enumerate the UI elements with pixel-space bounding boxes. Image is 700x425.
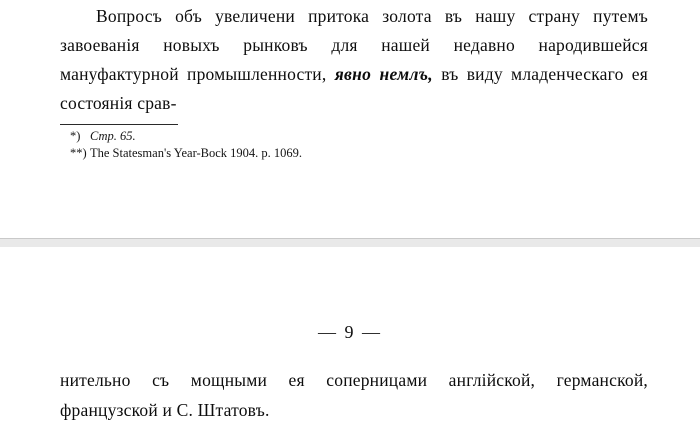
footnote-separator-rule xyxy=(60,124,178,125)
footnote-text: The Statesman's Year-Bock 1904. p. 1069. xyxy=(90,146,303,160)
footnote-marker: **) xyxy=(70,146,87,160)
footnote-item xyxy=(70,128,630,145)
footnote-item xyxy=(70,145,630,162)
body-paragraph-bottom: нительно съ мощными ея соперницами англійской, германской, французской и С. Штатовъ. xyxy=(60,370,648,420)
page-fragment-bottom xyxy=(0,247,700,421)
paragraph-tail-run: въ виду младенческаго ея состоянія срав- xyxy=(60,64,648,113)
page-number: — 9 — xyxy=(318,322,382,342)
footnote-text: Стр. 65. xyxy=(90,129,136,143)
footnote-marker: *) xyxy=(70,129,81,143)
paragraph-italic-run: явно немлъ, xyxy=(334,64,433,84)
body-paragraph-top xyxy=(60,2,648,118)
footnote-block xyxy=(70,128,630,162)
paragraph-text-run: Вопросъ объ увеличени притока золота въ нашу страну путемъ завоеванія новыхъ рынковъ для нашей недавно народившейся мануфактурной промышленности, xyxy=(60,6,648,84)
